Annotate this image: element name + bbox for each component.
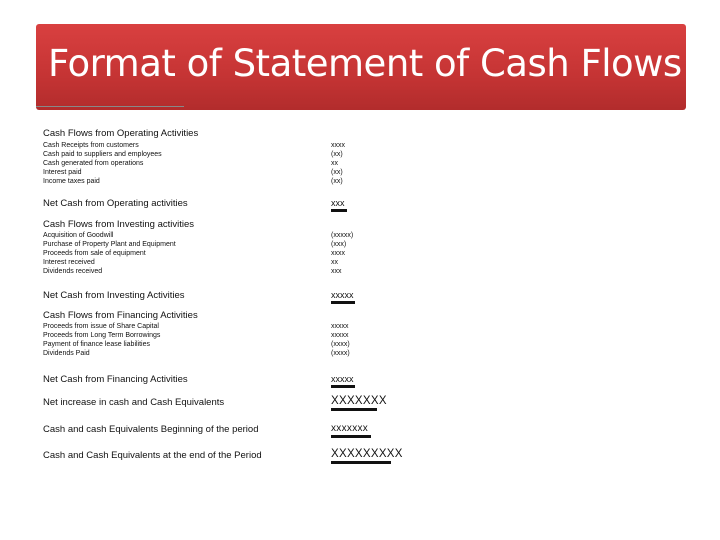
total-underline: [331, 301, 355, 304]
operating-heading: Cash Flows from Operating Activities: [43, 128, 199, 139]
operating-total-amount: [331, 198, 347, 212]
investing-item-label: Proceeds from sale of equipment: [43, 250, 146, 257]
investing-total-value: xxxxx: [331, 290, 354, 300]
investing-item-amount: xxx: [331, 268, 342, 275]
operating-item-label: Cash Receipts from customers: [43, 142, 139, 149]
operating-item-amount: (xx): [331, 151, 343, 158]
total-underline: [331, 435, 371, 438]
financing-item-amount: xxxxx: [331, 332, 349, 339]
net-increase-amount: [331, 395, 387, 411]
investing-item-label: Interest received: [43, 259, 95, 266]
total-underline: [331, 461, 391, 464]
financing-total-value: xxxxx: [331, 374, 354, 384]
title-banner: [36, 24, 686, 110]
closing-cash-value: XXXXXXXXX: [331, 448, 403, 460]
investing-item-amount: (xxxxx): [331, 232, 354, 239]
investing-item-label: Dividends received: [43, 268, 103, 275]
operating-item-label: Cash paid to suppliers and employees: [43, 151, 162, 158]
financing-total-label: Net Cash from Financing Activities: [43, 374, 188, 385]
operating-item-label: Income taxes paid: [43, 178, 100, 185]
investing-item-amount: xxxx: [331, 250, 345, 257]
investing-item-label: Acquisition of Goodwill: [43, 232, 114, 239]
operating-item-amount: xxxx: [331, 142, 345, 149]
opening-cash-amount: [331, 423, 371, 438]
operating-item-amount: (xx): [331, 169, 343, 176]
total-underline: [331, 209, 347, 212]
financing-item-label: Proceeds from issue of Share Capital: [43, 323, 159, 330]
opening-cash-value: xxxxxxx: [331, 423, 369, 434]
financing-heading: Cash Flows from Financing Activities: [43, 310, 198, 321]
investing-item-amount: xx: [331, 259, 338, 266]
total-underline: [331, 408, 377, 411]
operating-item-label: Interest paid: [43, 169, 82, 176]
investing-item-amount: (xxx): [331, 241, 347, 248]
slide-title: Format of Statement of Cash Flows: [48, 42, 682, 85]
closing-cash-amount: [331, 448, 403, 464]
investing-total-amount: [331, 290, 355, 304]
financing-item-label: Payment of finance lease liabilities: [43, 341, 151, 348]
financing-item-label: Proceeds from Long Term Borrowings: [43, 332, 161, 339]
opening-cash-label: Cash and cash Equivalents Beginning of the period: [43, 424, 259, 435]
operating-item-amount: xx: [331, 160, 338, 167]
net-increase-label: Net increase in cash and Cash Equivalents: [43, 397, 225, 408]
financing-item-label: Dividends Paid: [43, 350, 90, 357]
financing-item-amount: (xxxx): [331, 350, 350, 357]
operating-total-label: Net Cash from Operating activities: [43, 198, 188, 209]
financing-item-amount: xxxxx: [331, 323, 349, 330]
operating-total-value: xxx: [331, 198, 345, 208]
title-underline: [36, 106, 184, 107]
financing-item-amount: (xxxx): [331, 341, 350, 348]
operating-item-amount: (xx): [331, 178, 343, 185]
net-increase-value: XXXXXXX: [331, 395, 387, 407]
operating-item-label: Cash generated from operations: [43, 160, 144, 167]
investing-heading: Cash Flows from Investing activities: [43, 219, 194, 230]
investing-item-label: Purchase of Property Plant and Equipment: [43, 241, 176, 248]
financing-total-amount: [331, 374, 355, 388]
total-underline: [331, 385, 355, 388]
investing-total-label: Net Cash from Investing Activities: [43, 290, 185, 301]
closing-cash-label: Cash and Cash Equivalents at the end of the Period: [43, 450, 262, 461]
